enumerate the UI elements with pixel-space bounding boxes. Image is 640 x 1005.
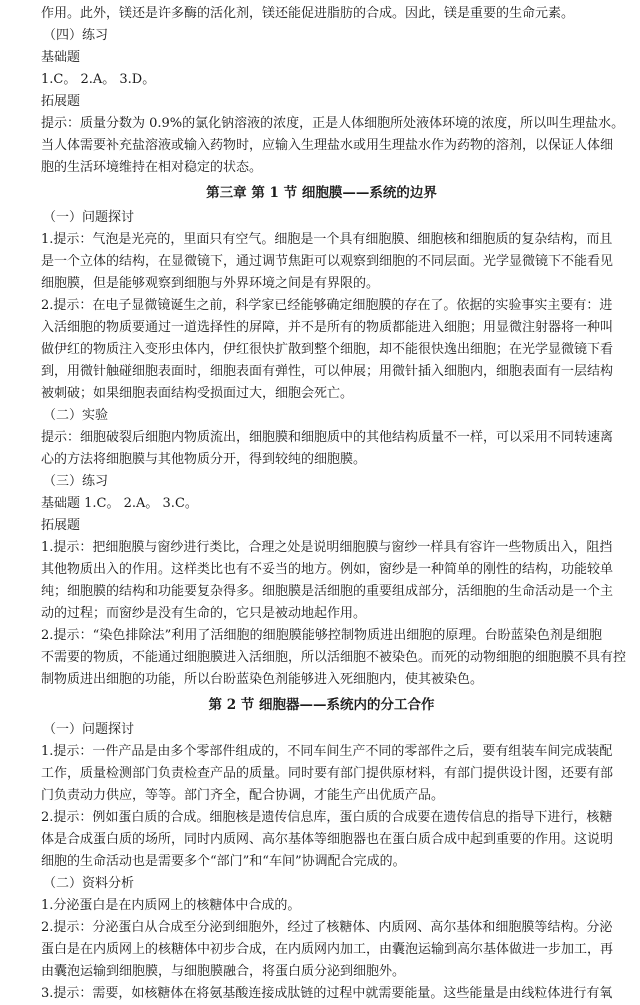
text-line: 细胞的生命活动也是需要多个“部门”和“车间”协调配合完成的。	[41, 854, 406, 869]
document-page	[0, 3, 640, 1001]
text-line: 基础题	[41, 50, 81, 65]
chapter-heading: 第三章 第 1 节 细胞膜——系统的边界	[206, 185, 437, 201]
text-line: 体是合成蛋白质的场所，同时内质网、高尔基体等细胞器也在蛋白质合成中起到重要的作用。这说明	[41, 832, 614, 847]
text-line: 2.提示：“染色排除法”利用了活细胞的细胞膜能够控制物质进出细胞的原理。台盼蓝染色剂是细胞	[41, 628, 602, 643]
text-line: 提示：细胞破裂后细胞内物质流出，细胞膜和细胞质中的其他结构质量不一样，可以采用不同转速离	[41, 430, 614, 445]
text-line: 当人体需要补充盐溶液或输入药物时，应输入生理盐水或用生理盐水作为药物的溶剂，以保证人体细	[41, 138, 614, 153]
section-heading: 第 2 节 细胞器——系统内的分工合作	[208, 697, 435, 713]
section-label: （二）实验	[43, 408, 109, 423]
text-line: 拓展题	[41, 518, 81, 533]
text-line: 作用。此外，镁还是许多酶的活化剂，镁还能促进脂肪的合成。因此，镁是重要的生命元素。	[41, 6, 575, 21]
text-line: 基础题 1.C。 2.A。 3.C。	[41, 496, 198, 511]
text-line: 动的过程；而窗纱是没有生命的，它只是被动地起作用。	[41, 606, 367, 621]
text-line: 其他物质出入的作用。这样类比也有不妥当的地方。例如，窗纱是一种简单的刚性的结构，功能较单	[41, 562, 614, 577]
text-line: 门负责动力供应，等等。部门齐全，配合协调，才能生产出优质产品。	[41, 788, 445, 803]
text-block-section-2	[41, 719, 614, 1005]
text-line: 由囊泡运输到细胞膜，与细胞膜融合，将蛋白质分泌到细胞外。	[41, 964, 406, 979]
text-line: 胞的生活环境维持在相对稳定的状态。	[41, 160, 263, 175]
text-line: 2.提示：在电子显微镜诞生之前，科学家已经能够确定细胞膜的存在了。依据的实验事实主要有：进	[41, 298, 613, 313]
text-line: 1.提示：把细胞膜与窗纱进行类比，合理之处是说明细胞膜与窗纱一样具有容许一些物质出入，阻挡	[41, 540, 613, 555]
text-line: 3.提示：需要，如核糖体在将氨基酸连接成肽链的过程中就需要能量。这些能量是由线粒体进行有氧	[41, 986, 613, 1001]
text-line: 纯；细胞膜的结构和功能要复杂得多。细胞膜是活细胞的重要组成部分，活细胞的生命活动是一个主	[41, 584, 614, 599]
text-line: 是一个立体的结构，在显微镜下，通过调节焦距可以观察到细胞的不同层面。光学显微镜下不能看见	[41, 254, 614, 269]
section-label: （一）问题探讨	[43, 210, 135, 225]
text-line: 2.提示：例如蛋白质的合成。细胞核是遗传信息库，蛋白质的合成要在遗传信息的指导下进行，核糖	[41, 810, 613, 825]
text-line: 不需要的物质，不能通过细胞膜进入活细胞，所以活细胞不被染色。而死的动物细胞的细胞膜不具有控	[41, 650, 627, 665]
text-line: 被刺破；如果细胞表面结构受损面过大，细胞会死亡。	[41, 386, 354, 401]
text-line: 2.提示：分泌蛋白从合成至分泌到细胞外，经过了核糖体、内质网、高尔基体和细胞膜等结构。分泌	[41, 920, 613, 935]
text-line: 制物质进出细胞的功能，所以台盼蓝染色剂能够进入死细胞内，使其被染色。	[41, 672, 484, 687]
text-line: 做伊红的物质注入变形虫体内，伊红很快扩散到整个细胞，却不能很快逸出细胞；在光学显微镜下看	[41, 342, 614, 357]
section-label: （二）资料分析	[43, 876, 135, 891]
text-line: 工作，质量检测部门负责检查产品的质量。同时要有部门提供原材料，有部门提供设计图，还要有部	[41, 766, 614, 781]
text-line: 1.提示：一件产品是由多个零部件组成的，不同车间生产不同的零部件之后，要有组装车间完成装配	[41, 744, 613, 759]
text-line: 细胞膜，但是能够观察到细胞与外界环境之间是有界限的。	[41, 276, 380, 291]
text-line: 1.分泌蛋白是在内质网上的核糖体中合成的。	[41, 898, 301, 913]
text-line: 拓展题	[41, 94, 81, 109]
text-line: 1.提示：气泡是光亮的，里面只有空气。细胞是一个具有细胞膜、细胞核和细胞质的复杂结构，而且	[41, 232, 613, 247]
section-label: （一）问题探讨	[43, 722, 135, 737]
text-line: 心的方法将细胞膜与其他物质分开，得到较纯的细胞膜。	[41, 452, 367, 467]
text-line: 到，用微针触碰细胞表面时，细胞表面有弹性，可以伸展；用微针插入细胞内，细胞表面有一层结构	[41, 364, 614, 379]
text-block-top	[41, 3, 625, 179]
section-label: （四）练习	[43, 28, 109, 43]
text-line: 入活细胞的物质要通过一道选择性的屏障，并不是所有的物质都能进入细胞；用显微注射器将一种叫	[41, 320, 614, 335]
text-line: 1.C。 2.A。 3.D。	[41, 72, 156, 87]
text-line: 提示：质量分数为 0.9%的氯化钠溶液的浓度，正是人体细胞所处液体环境的浓度，所以叫生理盐水。	[41, 116, 625, 131]
text-line: 蛋白是在内质网上的核糖体中初步合成，在内质网内加工，由囊泡运输到高尔基体做进一步加工，再	[41, 942, 614, 957]
section-label: （三）练习	[43, 474, 109, 489]
text-block-section-1	[41, 207, 627, 691]
